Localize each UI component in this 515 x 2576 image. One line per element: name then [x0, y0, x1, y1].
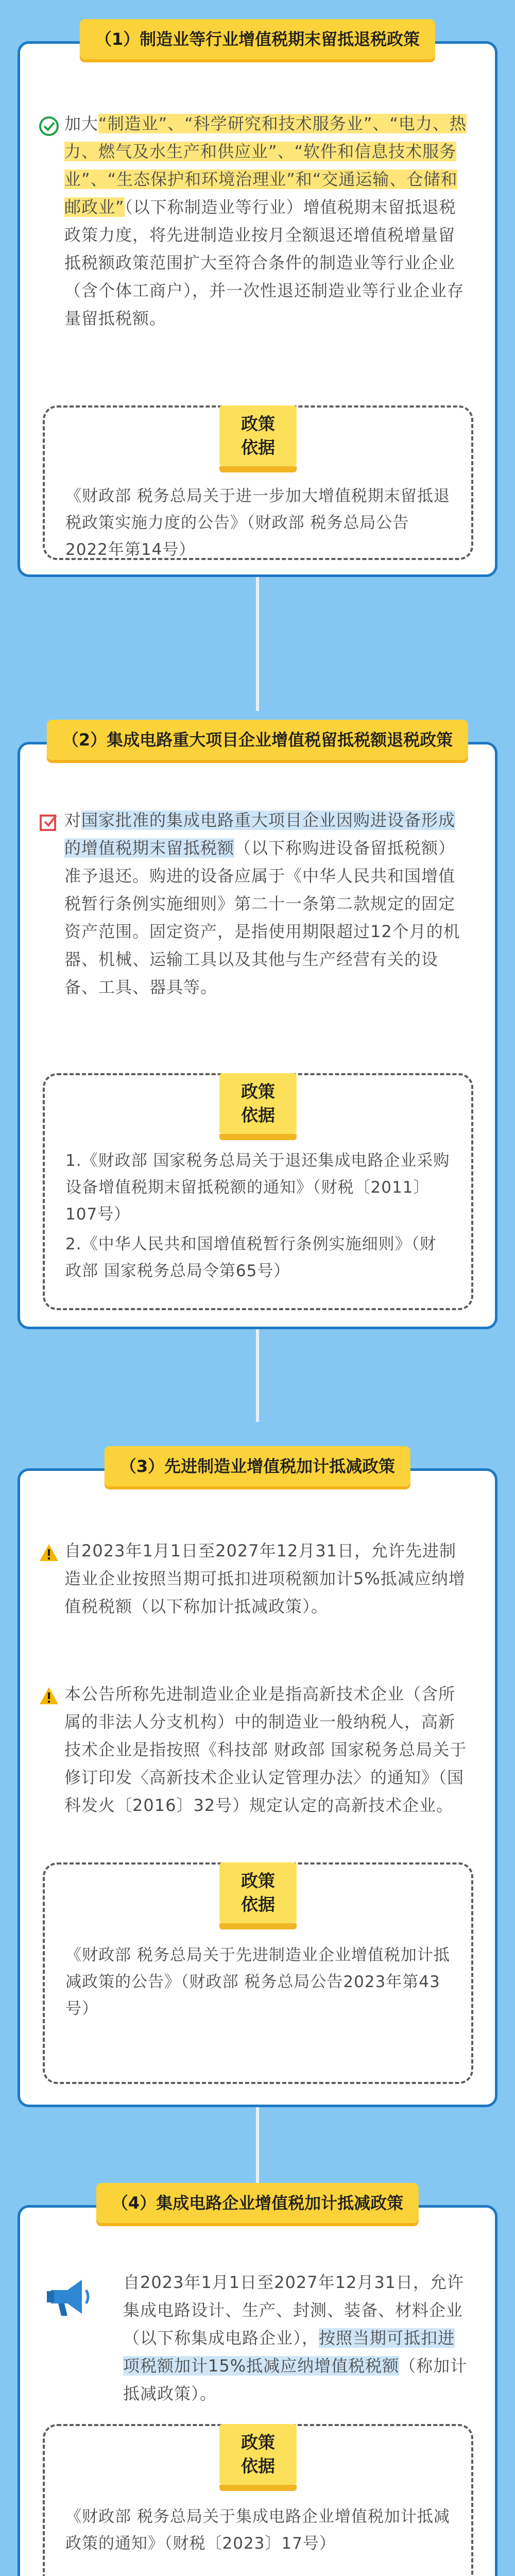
text-run: （称加计抵减政策）。 [123, 2356, 468, 2403]
badge-line-1: 政策 [241, 414, 275, 434]
badge-line-1: 政策 [241, 1081, 275, 1101]
policy-basis-box [43, 1073, 473, 1310]
policy-basis-box [43, 405, 473, 560]
policy-basis-badge [219, 2424, 297, 2485]
section-title: （1）制造业等行业增值税期末留抵退税政策 [80, 19, 435, 59]
text-run: 加大 [64, 114, 99, 133]
policy-basis-text: 《财政部 税务总局关于集成电路企业增值税加计抵减政策的通知》（财税〔2023〕17号） [65, 2507, 450, 2553]
highlighted-text: 按照当期可抵扣进项税额加计15%抵减应纳增值税税额 [123, 2328, 455, 2376]
section-title: （4）集成电路企业增值税加计抵减政策 [96, 2183, 419, 2223]
badge-line-2: 依据 [241, 1105, 275, 1125]
section-text [123, 2268, 471, 2408]
warning-icon [39, 1686, 59, 1708]
basis-item: 1.《财政部 国家税务总局关于退还集成电路企业采购设备增值税期末留抵税额的通知》（财税〔2011〕107号） [65, 1151, 450, 1224]
section-text [64, 806, 471, 1001]
policy-basis-badge [219, 405, 297, 466]
policy-card-4 [18, 2193, 497, 2576]
section-text: 本公告所称先进制造业企业是指高新技术企业（含所属的非法人分支机构）中的制造业一般纳税人，高新技术企业是指按照《科技部 财政部 国家税务总局关于修订印发〈高新技术企业认定管理办法〉的通知》（国科发火〔2016〕32号）规定认定的高新技术企业。 [64, 1684, 467, 1815]
text-run: 对 [64, 810, 82, 830]
checkbox-icon [39, 812, 59, 835]
policy-basis-badge [219, 1862, 297, 1923]
connector-1 [256, 577, 259, 711]
policy-basis-text: 《财政部 税务总局关于进一步加大增值税期末留抵退税政策实施力度的公告》（财政部 税务总局公告2022年第14号） [65, 487, 450, 559]
badge-line-2: 依据 [241, 2456, 275, 2476]
text-run: （以下称购进设备留抵税额）准予退还。购进的设备应属于《中华人民共和国增值税暂行条例实施细则》第二十一条第二款规定的固定资产范围。固定资产，是指使用期限超过12个月的机器、机械、运输工具以及其他与生产经营有关的设备、工具、器具等。 [64, 838, 460, 997]
highlighted-text: “制造业”、“科学研究和技术服务业”、“电力、热力、燃气及水生产和供应业”、“软件和信息技术服务业”、“生态保护和环境治理业”和“交通运输、仓储和邮政业” [64, 114, 467, 217]
section-text [64, 110, 471, 332]
section-text: 自2023年1月1日至2027年12月31日，允许先进制造业企业按照当期可抵扣进项税额加计5%抵减应纳增值税税额（以下称加计抵减政策）。 [64, 1541, 466, 1616]
badge-line-2: 依据 [241, 1894, 275, 1914]
text-run: （以下称制造业等行业）增值税期末留抵退税政策力度，将先进制造业按月全额退还增值税增量留抵税额政策范围扩大至符合条件的制造业等行业企业（含个体工商户），并一次性退还制造业等行业企业存量留抵税额。 [64, 197, 465, 328]
check-icon [39, 116, 59, 139]
policy-card-2 [18, 730, 497, 1329]
basis-item: 2.《中华人民共和国增值税暂行条例实施细则》（财政部 国家税务总局令第65号） [65, 1235, 437, 1280]
policy-card-1 [18, 29, 497, 577]
warning-icon [39, 1543, 59, 1565]
policy-basis-box [43, 2424, 473, 2576]
text-run: 自2023年1月1日至2027年12月31日，允许集成电路设计、生产、封测、装备、材料企业（以下称集成电路企业）， [123, 2273, 465, 2348]
policy-card-3 [18, 1456, 497, 2107]
section-title: （3）先进制造业增值税加计抵减政策 [105, 1446, 410, 1486]
section-title: （2）集成电路重大项目企业增值税留抵税额退税政策 [47, 720, 468, 760]
policy-basis-badge [219, 1073, 297, 1134]
badge-line-2: 依据 [241, 437, 275, 457]
policy-basis-box [43, 1862, 473, 2084]
connector-2 [256, 1329, 259, 1422]
policy-basis-text: 《财政部 税务总局关于先进制造业企业增值税加计抵减政策的公告》（财政部 税务总局公告2023年第43号） [65, 1946, 450, 2018]
megaphone-icon [41, 2269, 92, 2323]
policy-basis-text [65, 1147, 451, 1284]
badge-line-1: 政策 [241, 1871, 275, 1891]
highlighted-text: 国家批准的集成电路重大项目企业因购进设备形成的增值税期末留抵税额 [64, 810, 456, 858]
badge-line-1: 政策 [241, 2432, 275, 2452]
